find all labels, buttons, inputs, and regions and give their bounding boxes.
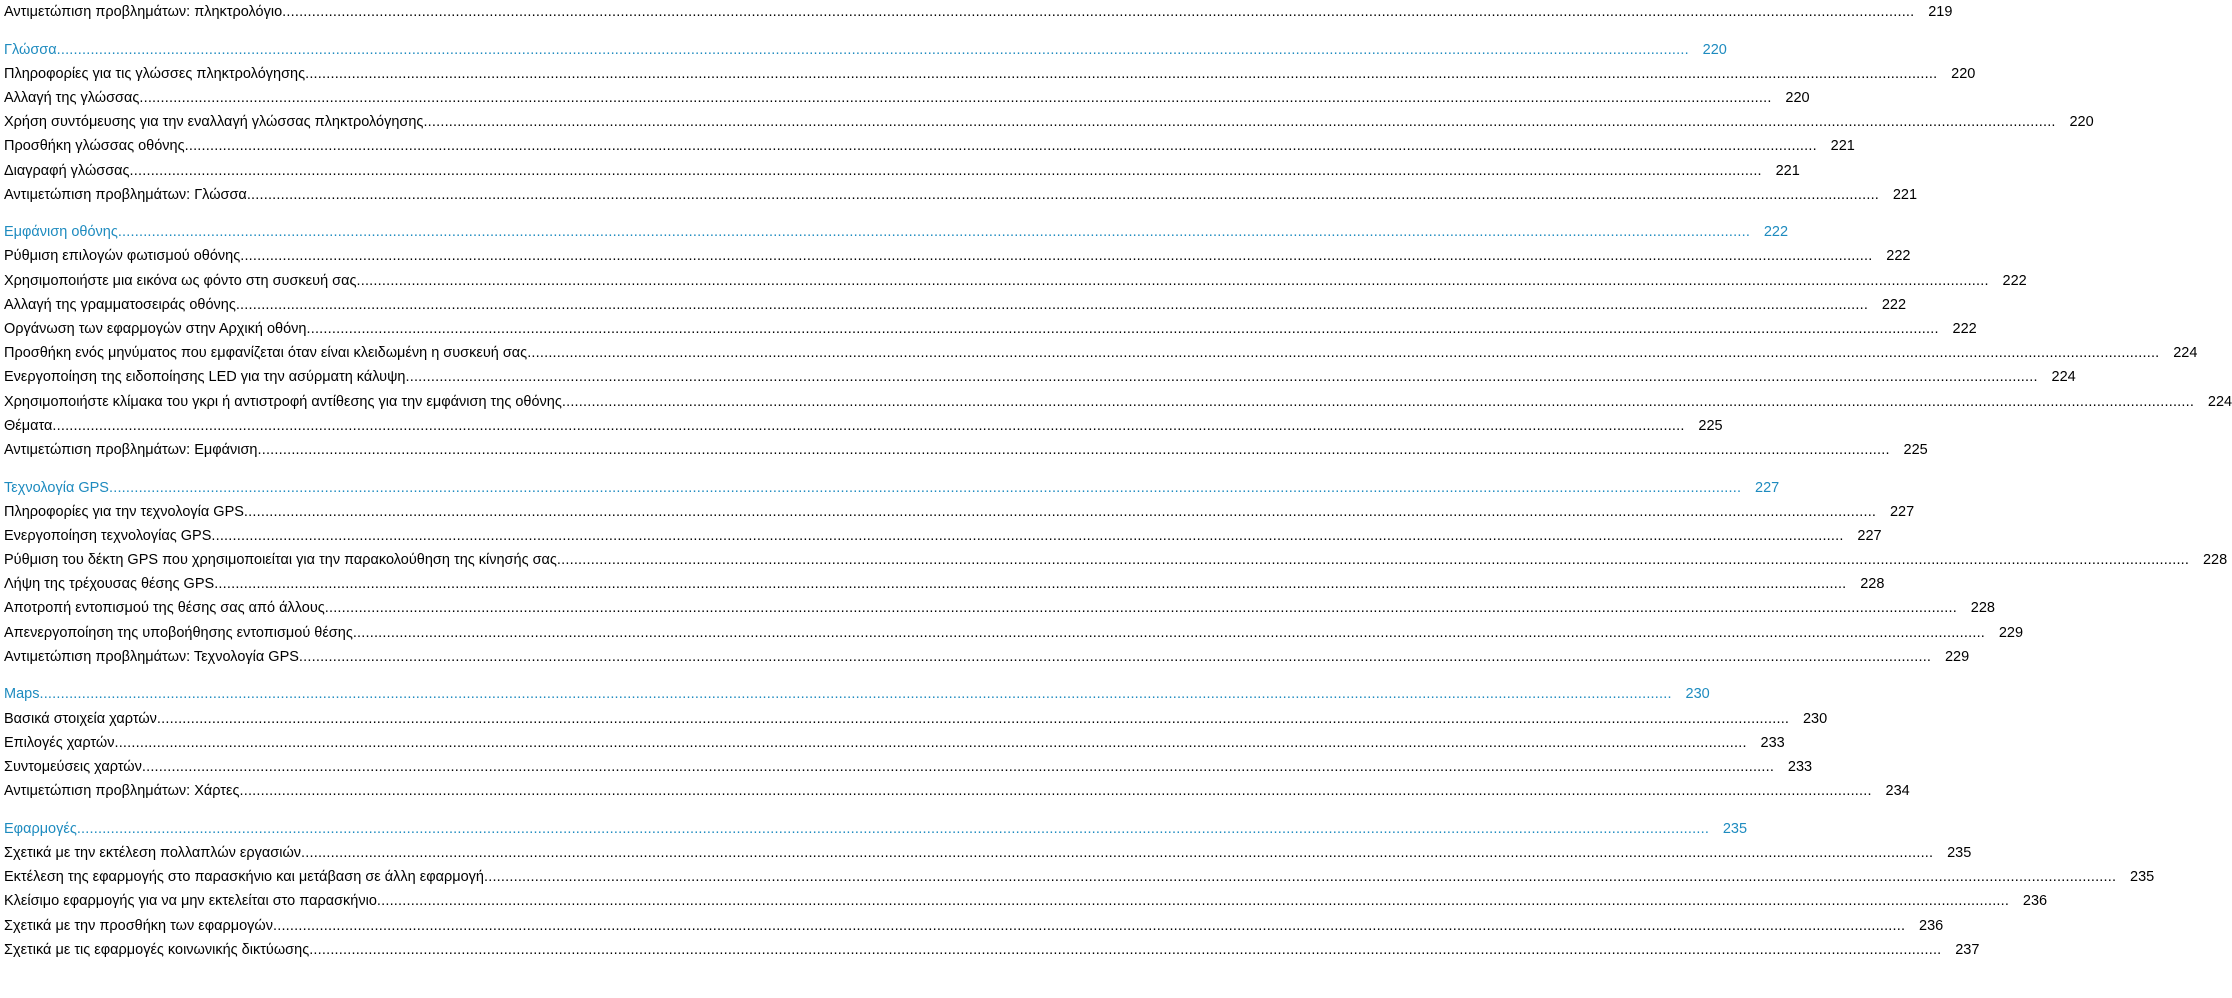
toc-entry-title: Εκτέλεση της εφαρμογής στο παρασκήνιο και μετάβαση σε άλλη εφαρμογή — [4, 869, 484, 886]
toc-entry[interactable] — [4, 914, 1944, 938]
toc-entry[interactable] — [4, 938, 1980, 962]
toc-section-heading[interactable] — [4, 38, 1727, 62]
dot-leader — [301, 841, 1933, 865]
dot-leader — [258, 438, 1890, 462]
toc-page-number: 233 — [1760, 734, 1785, 751]
dot-leader — [114, 731, 1746, 755]
toc-page-number: 236 — [1919, 917, 1944, 934]
toc-entry-title: Πληροφορίες για την τεχνολογία GPS — [4, 503, 244, 520]
dot-leader — [557, 548, 2189, 572]
dot-leader — [240, 244, 1872, 268]
toc-entry-title: Αντιμετώπιση προβλημάτων: πληκτρολόγιο — [4, 4, 283, 20]
dot-leader — [157, 707, 1789, 731]
toc-entry[interactable] — [4, 621, 2024, 645]
toc-page-number: 225 — [1903, 441, 1928, 458]
dot-leader — [211, 524, 1843, 548]
dot-leader — [139, 86, 1771, 110]
dot-leader — [356, 269, 1988, 293]
dot-leader — [118, 220, 1750, 244]
toc-entry[interactable] — [4, 414, 1723, 438]
toc-page-number: 221 — [1892, 186, 1918, 203]
toc-entry-title: Βασικά στοιχεία χαρτών — [4, 710, 157, 727]
toc-page-number: 220 — [1702, 41, 1727, 58]
toc-entry[interactable] — [4, 865, 2155, 889]
toc-entry[interactable] — [4, 779, 1910, 803]
toc-page-number: 220 — [2069, 114, 2094, 131]
dot-leader — [282, 0, 1914, 24]
toc-page-number: 228 — [1860, 576, 1885, 593]
dot-leader — [353, 621, 1985, 645]
toc-entry[interactable] — [4, 159, 1800, 183]
toc-entry[interactable] — [4, 365, 2076, 389]
dot-leader — [484, 865, 2116, 889]
toc-entry-title: Εμφάνιση οθόνης — [4, 224, 118, 241]
toc-page-number: 220 — [1785, 89, 1810, 106]
dot-leader — [423, 110, 2055, 134]
dot-leader — [299, 645, 1931, 669]
toc-page-number: 230 — [1802, 710, 1828, 727]
toc-entry-title: Σχετικά με την προσθήκη των εφαρμογών — [4, 917, 273, 934]
dot-leader — [239, 779, 1871, 803]
toc-page-number: 227 — [1889, 503, 1915, 520]
toc-page-number: 222 — [1763, 224, 1789, 241]
toc-page-number: 227 — [1755, 479, 1780, 496]
toc-page-number: 235 — [1947, 844, 1972, 861]
toc-page-number: 222 — [2002, 272, 2027, 289]
toc-page-number: 228 — [1970, 600, 1995, 617]
toc-entry[interactable] — [4, 134, 1855, 158]
dot-leader — [52, 414, 1684, 438]
toc-entry-title: Ρύθμιση επιλογών φωτισμού οθόνης — [4, 248, 241, 265]
toc-page-number: 230 — [1685, 686, 1710, 703]
toc-entry[interactable] — [4, 500, 1915, 524]
toc-page-number: 222 — [1952, 321, 1977, 338]
dot-leader — [244, 500, 1876, 524]
toc-entry[interactable] — [4, 0, 1953, 24]
toc-entry-title: Χρησιμοποιήστε κλίμακα του γκρι ή αντιστροφή αντίθεσης για την εμφάνιση της οθόνης — [4, 393, 562, 410]
toc-page-number: 228 — [2202, 552, 2228, 569]
toc-entry-title: Πληροφορίες για τις γλώσσες πληκτρολόγησης — [4, 65, 306, 82]
toc-page-number: 229 — [1998, 624, 2024, 641]
toc-page-number: 235 — [1722, 820, 1748, 837]
toc-entry-title: Αποτροπή εντοπισμού της θέσης σας από άλλους — [4, 600, 325, 617]
dot-leader — [236, 293, 1868, 317]
toc-page-number: 220 — [1951, 65, 1976, 82]
toc-entry[interactable] — [4, 390, 2232, 414]
dot-leader — [247, 183, 1879, 207]
toc-entry-title: Χρησιμοποιήστε μια εικόνα ως φόντο στη συσκευή σας — [4, 272, 357, 289]
dot-leader — [214, 572, 1846, 596]
toc-section-heading[interactable] — [4, 682, 1710, 706]
dot-leader — [309, 938, 1941, 962]
toc-entry-title: Λήψη της τρέχουσας θέσης GPS — [4, 576, 215, 593]
toc-entry-title: Αντιμετώπιση προβλημάτων: Εμφάνιση — [4, 441, 258, 458]
toc-entry[interactable] — [4, 645, 1970, 669]
table-of-contents — [4, 0, 2232, 962]
toc-entry-title: Αντιμετώπιση προβλημάτων: Τεχνολογία GPS — [4, 648, 299, 665]
toc-entry-title: Προσθήκη γλώσσας οθόνης — [4, 138, 185, 155]
toc-entry-title: Αντιμετώπιση προβλημάτων: Χάρτες — [4, 783, 240, 800]
toc-entry-title: Οργάνωση των εφαρμογών στην Αρχική οθόνη — [4, 321, 307, 338]
dot-leader — [377, 889, 2009, 913]
dot-leader — [305, 62, 1937, 86]
dot-leader — [325, 596, 1957, 620]
toc-entry-title: Ενεργοποίηση τεχνολογίας GPS — [4, 527, 212, 544]
toc-entry[interactable] — [4, 524, 1882, 548]
toc-entry[interactable] — [4, 269, 2027, 293]
dot-leader — [57, 38, 1689, 62]
toc-page-number: 227 — [1857, 527, 1882, 544]
toc-entry[interactable] — [4, 707, 1828, 731]
dot-leader — [405, 365, 2037, 389]
toc-entry[interactable] — [4, 755, 1813, 779]
toc-entry[interactable] — [4, 731, 1785, 755]
toc-section-heading[interactable] — [4, 220, 1789, 244]
toc-entry-title: Ενεργοποίηση της ειδοποίησης LED για την ασύρματη κάλυψη — [4, 369, 406, 386]
toc-entry-title: Maps — [4, 686, 40, 703]
toc-entry-title: Απενεργοποίηση της υποβοήθησης εντοπισμού θέσης — [4, 624, 353, 641]
toc-entry-title: Τεχνολογία GPS — [4, 479, 109, 496]
dot-leader — [306, 317, 1938, 341]
toc-entry[interactable] — [4, 86, 1810, 110]
dot-leader — [77, 817, 1709, 841]
dot-leader — [142, 755, 1774, 779]
toc-entry[interactable] — [4, 841, 1972, 865]
toc-entry[interactable] — [4, 889, 2048, 913]
toc-entry-title: Διαγραφή γλώσσας — [4, 162, 130, 179]
toc-entry[interactable] — [4, 548, 2228, 572]
dot-leader — [130, 159, 1762, 183]
toc-page-number: 224 — [2207, 393, 2232, 410]
toc-entry[interactable] — [4, 596, 1995, 620]
toc-entry-title: Αλλαγή της γλώσσας — [4, 89, 140, 106]
toc-entry-title: Αλλαγή της γραμματοσειράς οθόνης — [4, 296, 236, 313]
toc-page-number: 219 — [1928, 4, 1953, 20]
toc-entry[interactable] — [4, 244, 1911, 268]
dot-leader — [527, 341, 2159, 365]
toc-entry-title: Γλώσσα — [4, 41, 57, 58]
toc-page-number: 234 — [1885, 783, 1910, 800]
toc-page-number: 233 — [1787, 759, 1813, 775]
toc-entry[interactable] — [4, 183, 1918, 207]
toc-page-number: 222 — [1886, 248, 1911, 265]
toc-page-number: 237 — [1955, 941, 1980, 958]
dot-leader — [185, 134, 1817, 158]
toc-entry[interactable] — [4, 341, 2198, 365]
toc-entry[interactable] — [4, 293, 1907, 317]
toc-entry[interactable] — [4, 317, 1977, 341]
dot-leader — [562, 390, 2194, 414]
toc-entry[interactable] — [4, 438, 1928, 462]
toc-section-heading[interactable] — [4, 817, 1748, 841]
toc-entry-title: Θέματα — [4, 417, 53, 434]
toc-entry[interactable] — [4, 110, 2094, 134]
toc-entry-title: Σχετικά με την εκτέλεση πολλαπλών εργασιών — [4, 844, 302, 861]
toc-page-number: 225 — [1698, 417, 1723, 434]
toc-page-number: 222 — [1881, 296, 1907, 313]
toc-page-number: 224 — [2051, 369, 2076, 386]
toc-page-number: 235 — [2130, 869, 2155, 886]
toc-entry-title: Εφαρμογές — [4, 820, 77, 837]
toc-entry[interactable] — [4, 62, 1976, 86]
toc-page-number: 236 — [2022, 893, 2048, 910]
dot-leader — [109, 476, 1741, 500]
toc-entry-title: Επιλογές χαρτών — [4, 734, 115, 751]
toc-page-number: 221 — [1830, 138, 1855, 155]
toc-page-number: 221 — [1775, 162, 1800, 179]
toc-entry-title: Σχετικά με τις εφαρμογές κοινωνικής δικτύωσης — [4, 941, 310, 958]
toc-page-number: 229 — [1944, 648, 1970, 665]
toc-entry-title: Ρύθμιση του δέκτη GPS που χρησιμοποιείται για την παρακολούθηση της κίνησής σας — [4, 552, 557, 569]
toc-entry-title: Κλείσιμο εφαρμογής για να μην εκτελείται στο παρασκήνιο — [4, 893, 377, 910]
toc-entry-title: Αντιμετώπιση προβλημάτων: Γλώσσα — [4, 186, 247, 203]
toc-entry-title: Χρήση συντόμευσης για την εναλλαγή γλώσσας πληκτρολόγησης — [4, 114, 424, 131]
dot-leader — [273, 914, 1905, 938]
toc-entry[interactable] — [4, 572, 1885, 596]
toc-section-heading[interactable] — [4, 476, 1780, 500]
toc-entry-title: Προσθήκη ενός μηνύματος που εμφανίζεται όταν είναι κλειδωμένη η συσκευή σας — [4, 345, 528, 362]
dot-leader — [39, 682, 1671, 706]
toc-page-number: 224 — [2173, 345, 2198, 362]
toc-entry-title: Συντομεύσεις χαρτών — [4, 759, 142, 775]
